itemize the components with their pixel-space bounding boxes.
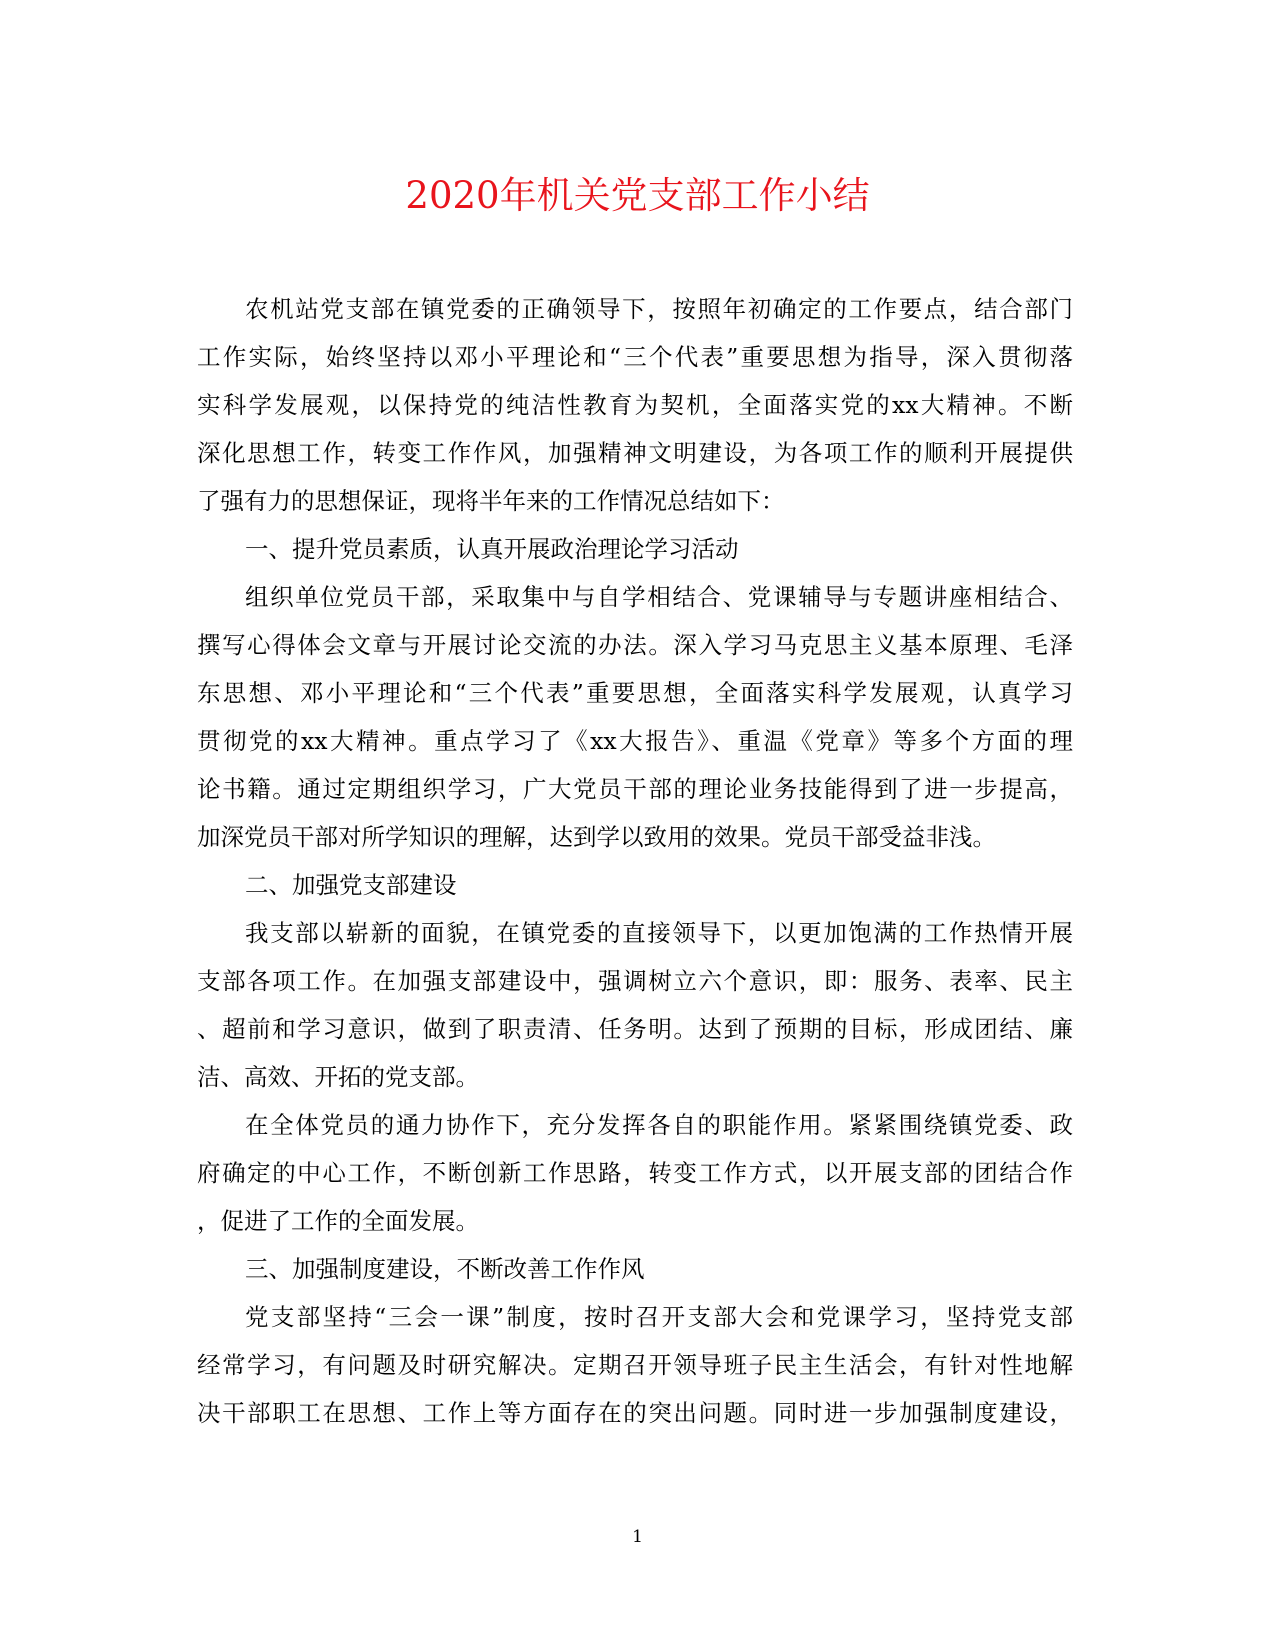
text-line: 经常学习，有问题及时研究解决。定期召开领导班子民主生活会，有针对性地解 [197, 1351, 1073, 1379]
document-title: 2020年机关党支部工作小结 [405, 174, 870, 217]
page-number: 1 [632, 1527, 643, 1547]
text-line: 在全体党员的通力协作下，充分发挥各自的职能作用。紧紧围绕镇党委、政 [245, 1111, 1073, 1139]
text-line: 府确定的中心工作，不断创新工作思路，转变工作方式，以开展支部的团结合作 [197, 1159, 1073, 1187]
text-line: 了强有力的思想保证，现将半年来的工作情况总结如下： [197, 487, 785, 515]
text-line: 加深党员干部对所学知识的理解，达到学以致用的效果。党员干部受益非浅。 [197, 823, 996, 851]
text-line: 我支部以崭新的面貌，在镇党委的直接领导下，以更加饱满的工作热情开展 [245, 919, 1073, 947]
text-line: 深化思想工作，转变工作作风，加强精神文明建设，为各项工作的顺利开展提供 [197, 439, 1073, 467]
text-line: 二、加强党支部建设 [245, 871, 457, 899]
text-line: 三、加强制度建设，不断改善工作作风 [245, 1255, 645, 1283]
text-line: 农机站党支部在镇党委的正确领导下，按照年初确定的工作要点，结合部门 [245, 295, 1073, 323]
document-body [197, 285, 1073, 1437]
text-line: 一、提升党员素质，认真开展政治理论学习活动 [245, 535, 739, 563]
text-line: ，促进了工作的全面发展。 [197, 1207, 479, 1235]
text-line: 论书籍。通过定期组织学习，广大党员干部的理论业务技能得到了进一步提高， [197, 775, 1073, 803]
text-line: 撰写心得体会文章与开展讨论交流的办法。深入学习马克思主义基本原理、毛泽 [197, 631, 1073, 659]
text-line: 、超前和学习意识，做到了职责清、任务明。达到了预期的目标，形成团结、廉 [197, 1015, 1073, 1043]
text-line: 贯彻党的xx大精神。重点学习了《xx大报告》、重温《党章》等多个方面的理 [197, 727, 1073, 755]
text-line: 支部各项工作。在加强支部建设中，强调树立六个意识，即：服务、表率、民主 [197, 967, 1073, 995]
text-line: 党支部坚持“三会一课”制度，按时召开支部大会和党课学习，坚持党支部 [245, 1303, 1073, 1331]
text-line: 工作实际，始终坚持以邓小平理论和“三个代表”重要思想为指导，深入贯彻落 [197, 343, 1073, 371]
text-line: 东思想、邓小平理论和“三个代表”重要思想，全面落实科学发展观，认真学习 [197, 679, 1073, 707]
text-line: 决干部职工在思想、工作上等方面存在的突出问题。同时进一步加强制度建设， [197, 1399, 1073, 1427]
text-line: 洁、高效、开拓的党支部。 [197, 1063, 479, 1091]
text-line: 组织单位党员干部，采取集中与自学相结合、党课辅导与专题讲座相结合、 [245, 583, 1073, 611]
text-line: 实科学发展观，以保持党的纯洁性教育为契机，全面落实党的xx大精神。不断 [197, 391, 1073, 419]
